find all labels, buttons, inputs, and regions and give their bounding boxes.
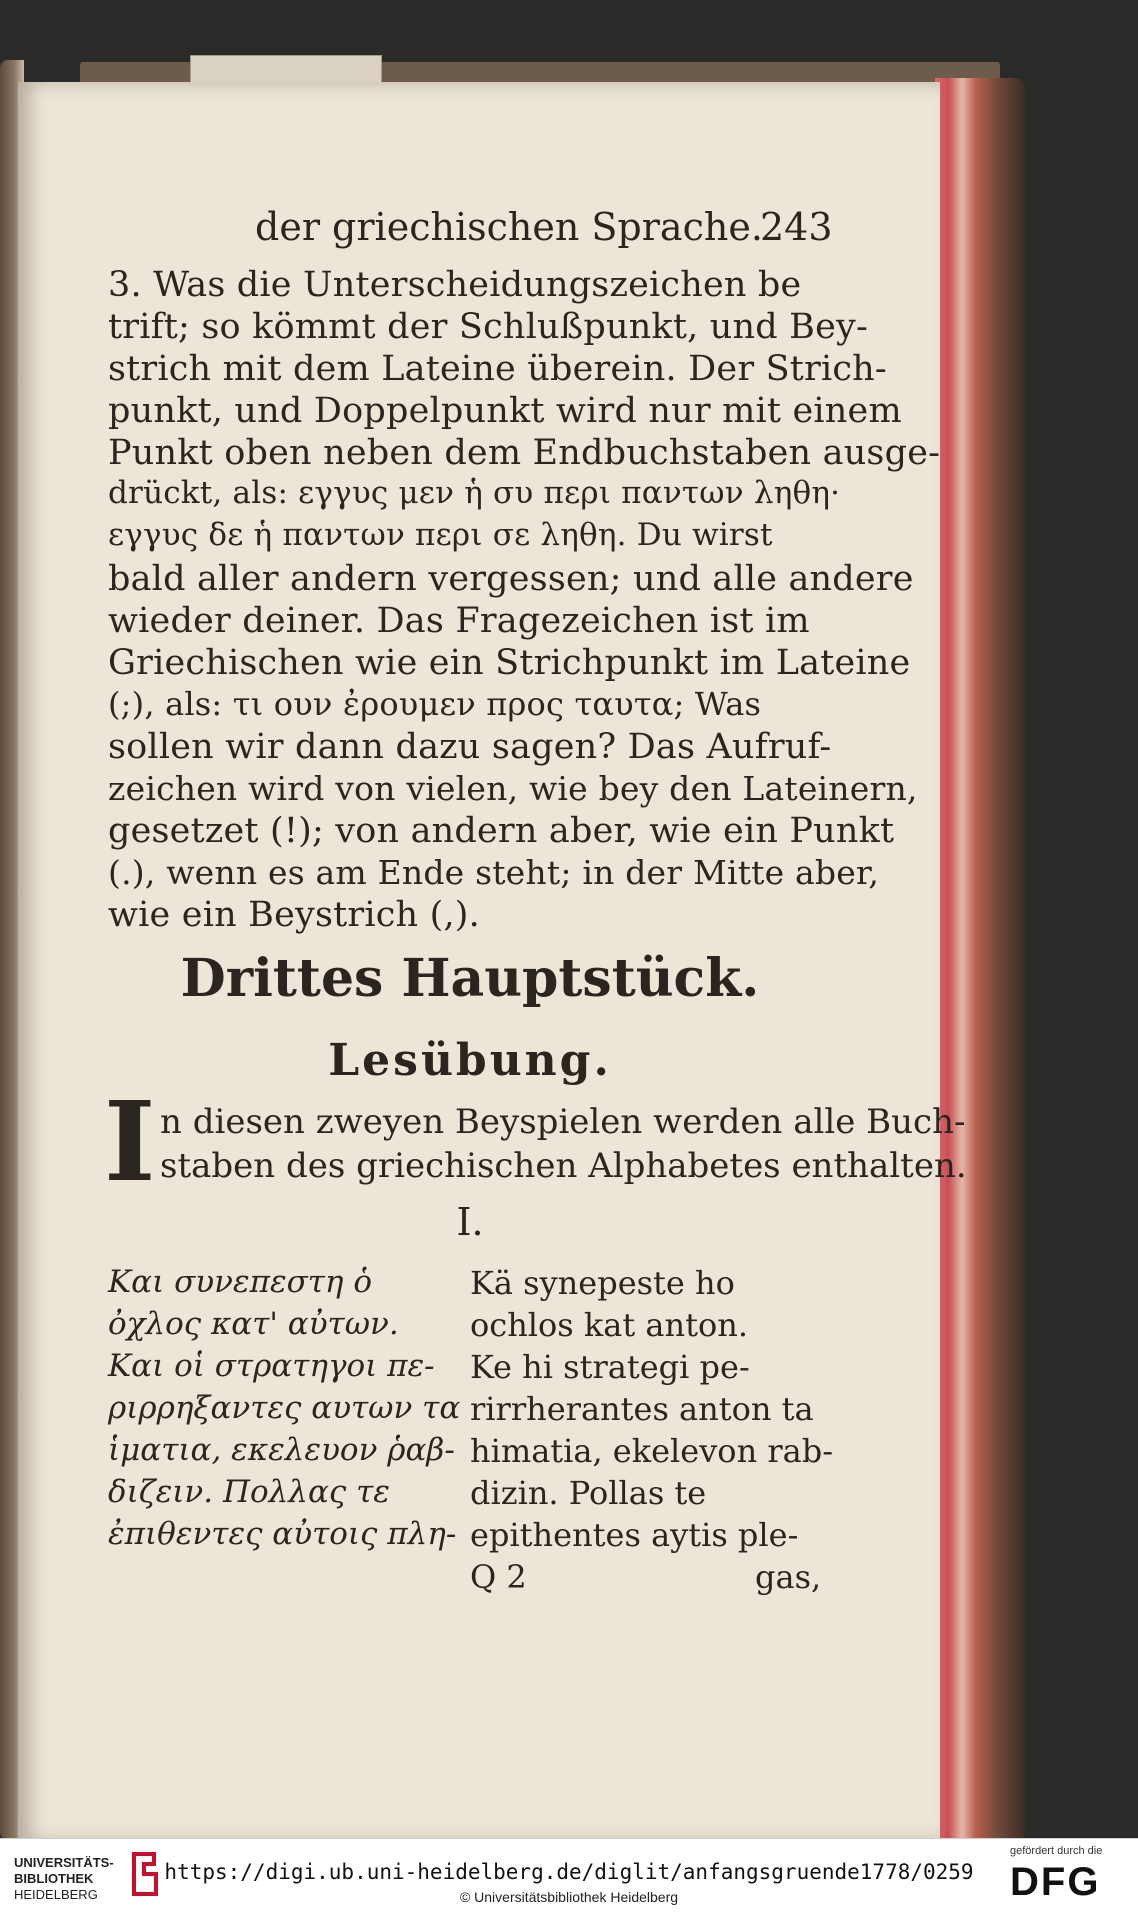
transliteration-line: Kä synepeste ho	[470, 1264, 735, 1302]
transliteration-line: rirrherantes anton ta	[470, 1390, 814, 1428]
signature-mark: Q 2	[470, 1558, 527, 1596]
paragraph-line: trift; so kömmt der Schlußpunkt, und Bey-	[108, 307, 868, 347]
paragraph-line: drückt, als: εγγυς μεν ἡ συ περι παντων ληθη·	[108, 475, 841, 511]
paragraph-line: Punkt oben neben dem Endbuchstaben ausge-	[108, 433, 941, 473]
paragraph-line: (;), als: τι ουν ἐρουμεν προς ταυτα; Was	[108, 685, 762, 723]
paragraph-line: gesetzet (!); von andern aber, wie ein Punkt	[108, 811, 895, 851]
drop-cap: I	[104, 1077, 156, 1206]
transliteration-line: epithentes aytis ple-	[470, 1516, 799, 1554]
paragraph-line: bald aller andern vergessen; und alle andere	[108, 559, 914, 599]
paragraph-line: punkt, und Doppelpunkt wird nur mit einem	[108, 391, 902, 431]
paragraph-line: εγγυς δε ἡ παντων περι σε ληθη. Du wirst	[108, 517, 773, 553]
page-number: 243	[760, 205, 833, 249]
greek-line: Και συνεπεστη ὁ	[108, 1264, 372, 1300]
funding-caption: gefördert durch die	[1010, 1845, 1103, 1857]
paragraph-line: 3. Was die Unterscheidungszeichen be	[108, 265, 802, 305]
shelf-tab	[190, 55, 382, 83]
section-subtitle: Lesübung.	[328, 1035, 612, 1086]
book-page-edges	[935, 78, 1025, 1843]
catchword: gas,	[755, 1558, 822, 1596]
paragraph-line: (.), wenn es am Ende steht; in der Mitte aber,	[108, 853, 880, 892]
transliteration-line: dizin. Pollas te	[470, 1474, 707, 1512]
paragraph-line: strich mit dem Lateine überein. Der Strich-	[108, 349, 887, 389]
paragraph-line: sollen wir dann dazu sagen? Das Aufruf-	[108, 727, 832, 767]
paragraph-line: Griechischen wie ein Strichpunkt im Lateine	[108, 643, 911, 683]
paragraph-line: wie ein Beystrich (,).	[108, 895, 480, 935]
transliteration-line: ochlos kat anton.	[470, 1306, 748, 1344]
greek-line: διζειν. Πολλας τε	[108, 1474, 390, 1510]
intro-line: staben des griechischen Alphabetes enthalten.	[160, 1146, 967, 1186]
running-head: der griechischen Sprache.	[255, 205, 763, 249]
greek-line: ριρρηξαντες αυτων τα	[108, 1390, 461, 1426]
dfg-logo[interactable]: DFG	[1010, 1860, 1101, 1904]
greek-line: Και οἱ στρατηγοι πε-	[108, 1348, 435, 1384]
intro-line: n diesen zweyen Beyspielen werden alle Buch-	[160, 1102, 966, 1142]
greek-line: ἱματια, εκελευον ῥαβ-	[108, 1432, 455, 1468]
copyright-notice: © Universitätsbibliothek Heidelberg	[459, 1889, 679, 1905]
library-name-line: HEIDELBERG	[14, 1887, 98, 1902]
transliteration-line: himatia, ekelevon rab-	[470, 1432, 834, 1470]
chapter-title: Drittes Hauptstück.	[180, 948, 760, 1009]
transliteration-line: Ke hi strategi pe-	[470, 1348, 750, 1386]
permalink-url[interactable]: https://digi.ub.uni-heidelberg.de/diglit/anfangsgruende1778/0259	[164, 1860, 974, 1884]
section-number: I.	[456, 1200, 484, 1244]
library-name-line: UNIVERSITÄTS-	[14, 1855, 114, 1870]
paragraph-line: zeichen wird von vielen, wie bey den Lateinern,	[108, 769, 918, 808]
greek-line: ἐπιθεντες αὐτοις πλη-	[108, 1516, 457, 1552]
paragraph-line: wieder deiner. Das Fragezeichen ist im	[108, 601, 810, 641]
greek-line: ὀχλος κατ' αὐτων.	[108, 1306, 399, 1342]
library-name-line: BIBLIOTHEK	[14, 1871, 94, 1886]
